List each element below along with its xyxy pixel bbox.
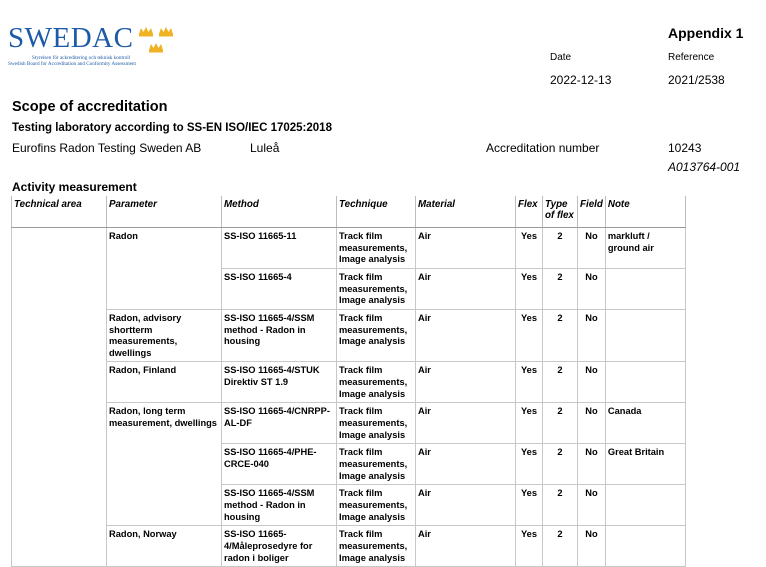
header-parameter: Parameter [107, 196, 222, 228]
field-cell: No [578, 485, 606, 526]
table-row [12, 310, 686, 362]
material-cell: Air [416, 526, 516, 567]
flex-cell: Yes [516, 526, 543, 567]
material-cell: Air [416, 228, 516, 269]
method-cell: SS-ISO 11665-4/STUK Direktiv ST 1.9 [222, 362, 337, 403]
parameter-cell: Radon, Finland [107, 362, 222, 403]
flex-cell: Yes [516, 485, 543, 526]
header-technical-area: Technical area [12, 196, 107, 228]
table-row [12, 228, 686, 269]
method-cell: SS-ISO 11665-4/Måleprosedyre for radon i boliger [222, 526, 337, 567]
table-row [12, 362, 686, 403]
material-cell: Air [416, 362, 516, 403]
technique-cell: Track film measurements, Image analysis [337, 269, 416, 310]
lab-standard-line: Testing laboratory according to SS-EN ISO/IEC 17025:2018 [12, 122, 332, 134]
technique-cell: Track film measurements, Image analysis [337, 444, 416, 485]
note-cell: Great Britain [605, 444, 685, 485]
material-cell: Air [416, 485, 516, 526]
accreditation-code: A013764-001 [668, 160, 741, 174]
parameter-cell: Radon, advisory shortterm measurements, dwellings [107, 310, 222, 362]
header-technique: Technique [337, 196, 416, 228]
method-cell: SS-ISO 11665-4/CNRPP-AL-DF [222, 403, 337, 444]
reference-value: 2021/2538 [668, 73, 725, 87]
type-of-flex-cell: 2 [543, 362, 578, 403]
type-of-flex-cell: 2 [543, 403, 578, 444]
flex-cell: Yes [516, 403, 543, 444]
material-cell: Air [416, 444, 516, 485]
flex-cell: Yes [516, 310, 543, 362]
note-cell [605, 485, 685, 526]
technique-cell: Track film measurements, Image analysis [337, 485, 416, 526]
header-flex: Flex [516, 196, 543, 228]
scope-table [11, 196, 686, 567]
note-cell [605, 362, 685, 403]
appendix-label: Appendix 1 [668, 25, 744, 41]
field-cell: No [578, 362, 606, 403]
field-cell: No [578, 526, 606, 567]
flex-cell: Yes [516, 228, 543, 269]
field-cell: No [578, 228, 606, 269]
parameter-cell: Radon, Norway [107, 526, 222, 567]
type-of-flex-cell: 2 [543, 228, 578, 269]
method-cell: SS-ISO 11665-4/SSM method - Radon in housing [222, 485, 337, 526]
date-label: Date [550, 52, 572, 63]
accreditation-number-label: Accreditation number [486, 141, 600, 155]
method-cell: SS-ISO 11665-4/PHE-CRCE-040 [222, 444, 337, 485]
accreditation-number: 10243 [668, 141, 702, 155]
technique-cell: Track film measurements, Image analysis [337, 310, 416, 362]
organization-city: Luleå [250, 141, 280, 155]
material-cell: Air [416, 269, 516, 310]
table-row [12, 526, 686, 567]
method-cell: SS-ISO 11665-4 [222, 269, 337, 310]
flex-cell: Yes [516, 362, 543, 403]
material-cell: Air [416, 403, 516, 444]
date-value: 2022-12-13 [550, 73, 612, 87]
type-of-flex-cell: 2 [543, 526, 578, 567]
header-type-of-flex: Type of flex [543, 196, 578, 228]
note-cell: markluft / ground air [605, 228, 685, 269]
page-title: Scope of accreditation [12, 99, 168, 115]
field-cell: No [578, 269, 606, 310]
field-cell: No [578, 403, 606, 444]
method-cell: SS-ISO 11665-4/SSM method - Radon in housing [222, 310, 337, 362]
header-material: Material [416, 196, 516, 228]
header-note: Note [605, 196, 685, 228]
technique-cell: Track film measurements, Image analysis [337, 362, 416, 403]
logo-subtitle-swedish: Styrelsen för ackreditering och teknisk kontroll [32, 55, 131, 61]
flex-cell: Yes [516, 444, 543, 485]
organization-name: Eurofins Radon Testing Sweden AB [12, 141, 202, 155]
material-cell: Air [416, 310, 516, 362]
type-of-flex-cell: 2 [543, 269, 578, 310]
type-of-flex-cell: 2 [543, 485, 578, 526]
type-of-flex-cell: 2 [543, 310, 578, 362]
section-heading: Activity measurement [12, 180, 137, 194]
three-crowns-icon [136, 24, 176, 54]
note-cell: Canada [605, 403, 685, 444]
flex-cell: Yes [516, 269, 543, 310]
technique-cell: Track film measurements, Image analysis [337, 403, 416, 444]
note-cell [605, 310, 685, 362]
field-cell: No [578, 444, 606, 485]
table-header-row [12, 196, 686, 228]
field-cell: No [578, 310, 606, 362]
method-cell: SS-ISO 11665-11 [222, 228, 337, 269]
technique-cell: Track film measurements, Image analysis [337, 526, 416, 567]
technique-cell: Track film measurements, Image analysis [337, 228, 416, 269]
table-row [12, 403, 686, 444]
logo-wordmark: SWEDAC [8, 22, 134, 54]
parameter-cell: Radon, long term measurement, dwellings [107, 403, 222, 526]
note-cell [605, 269, 685, 310]
header-field: Field [578, 196, 606, 228]
swedac-logo [8, 22, 173, 70]
logo-subtitle-english: Swedish Board for Accreditation and Conformity Assessment [8, 61, 136, 67]
type-of-flex-cell: 2 [543, 444, 578, 485]
technical-area-cell [12, 228, 107, 567]
note-cell [605, 526, 685, 567]
header-method: Method [222, 196, 337, 228]
parameter-cell: Radon [107, 228, 222, 310]
reference-label: Reference [668, 52, 715, 63]
